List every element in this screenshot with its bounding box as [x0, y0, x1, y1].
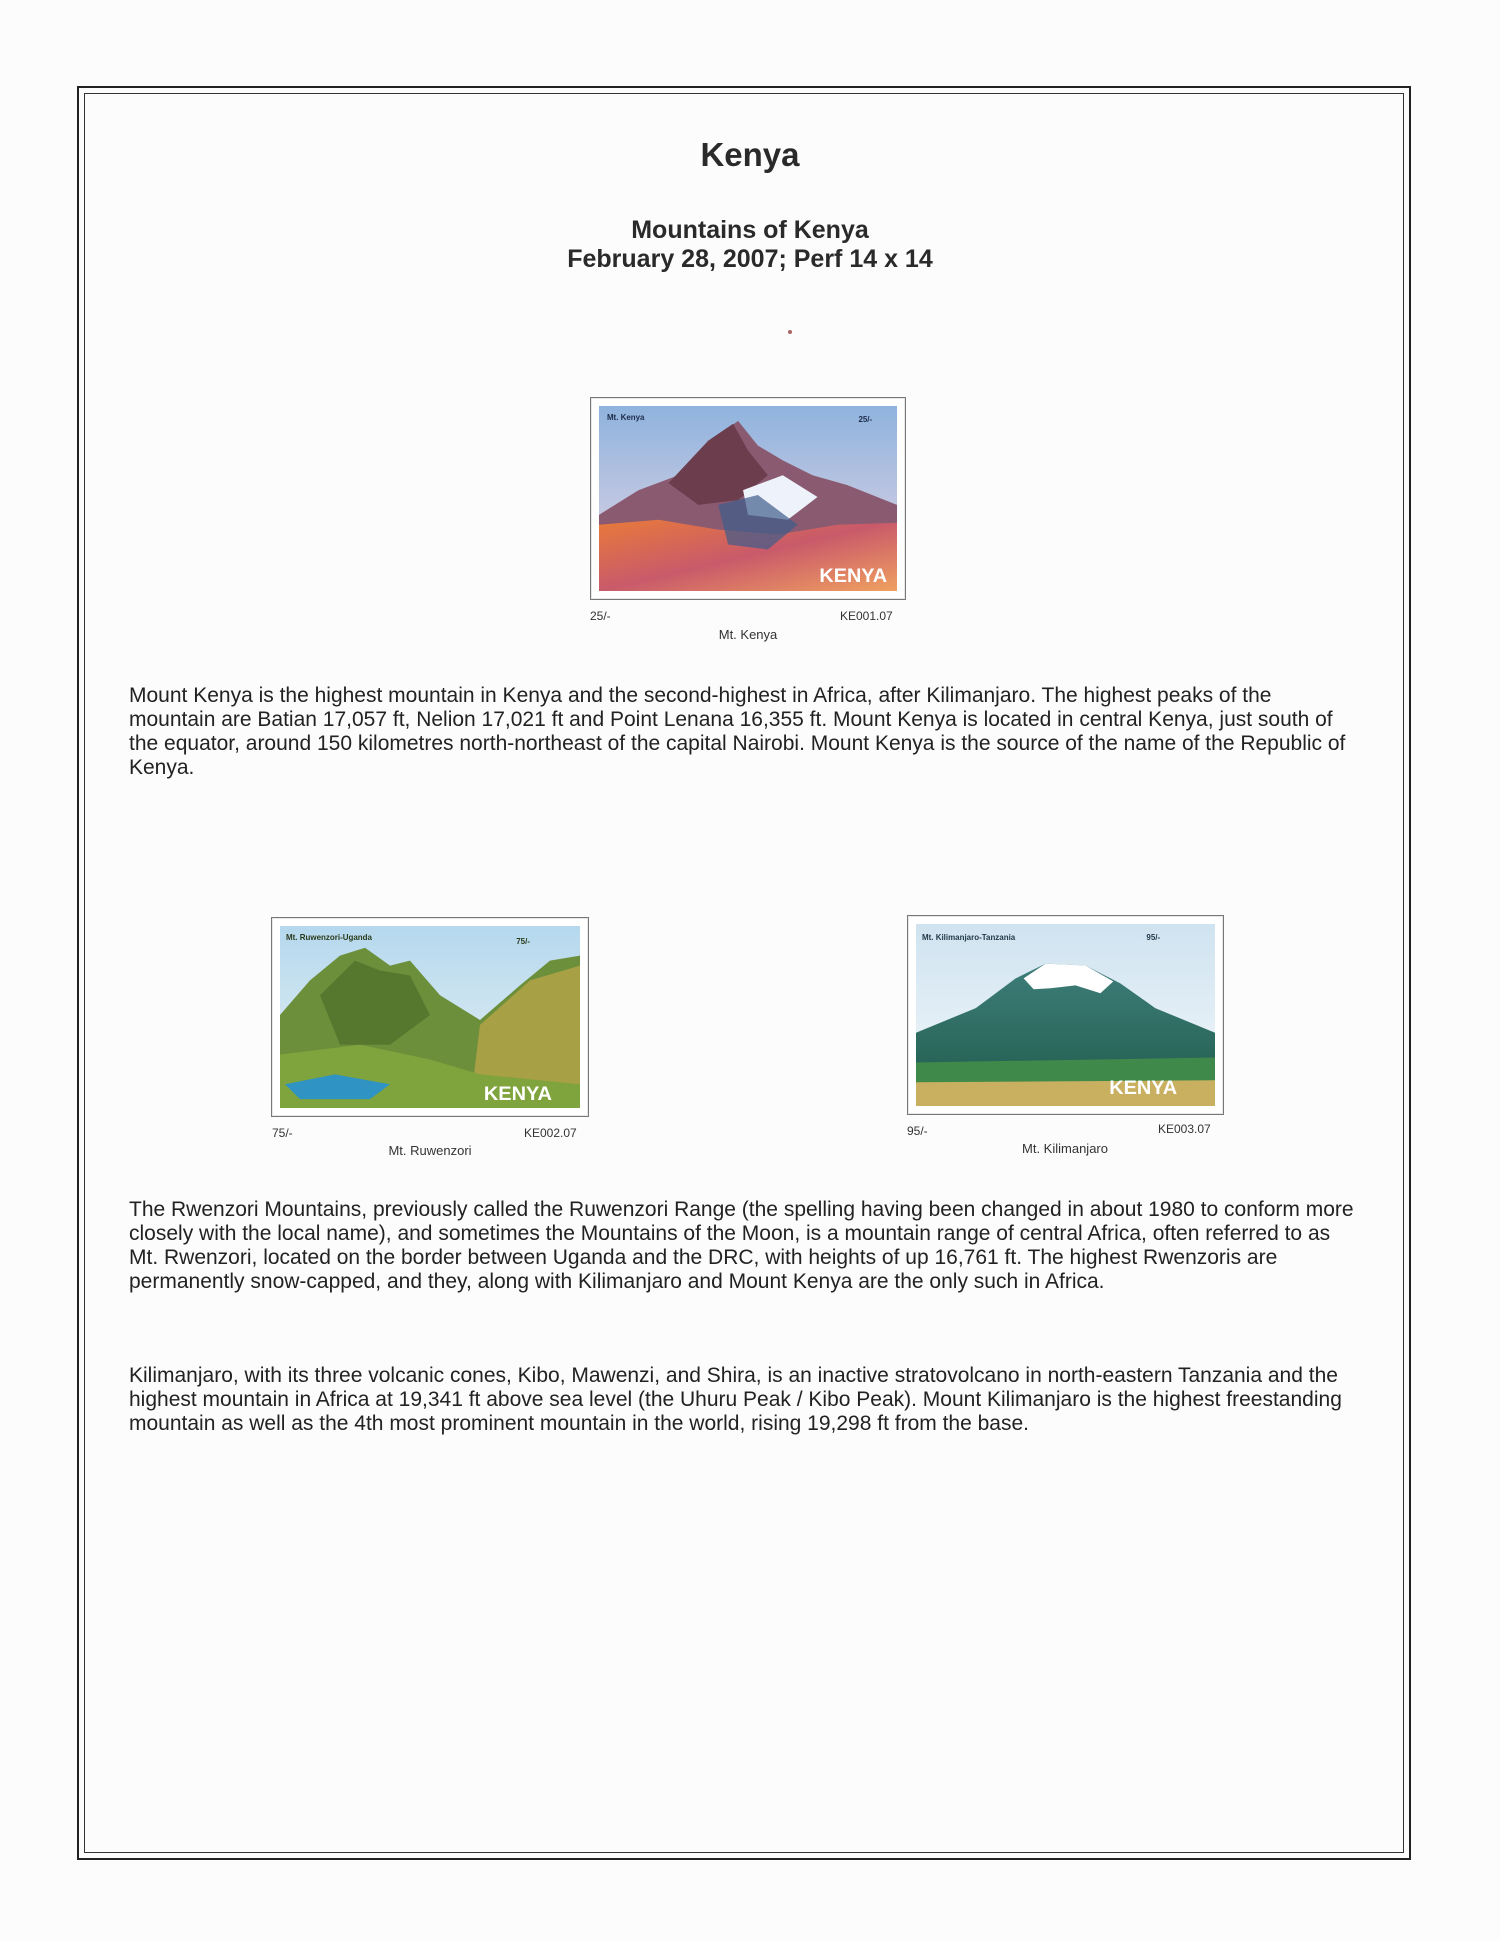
stamp-value-caption: 75/- — [272, 1126, 293, 1140]
stamp-mt-kenya-artwork — [599, 406, 897, 591]
page-title: Kenya — [700, 136, 800, 173]
stamp-title: Mt. Kilimanjaro-Tanzania — [921, 932, 1016, 942]
stamp-title: Mt. Kenya — [606, 412, 645, 422]
stamp-title: Mt. Ruwenzori-Uganda — [286, 932, 373, 942]
catalog-number: KE003.07 — [1158, 1122, 1211, 1136]
stamp-value: 75/- — [516, 936, 530, 946]
paragraph-rwenzori: The Rwenzori Mountains, previously called the Ruwenzori Range (the spelling having been changed in about 1980 to conform more closely with the local name), and sometimes the Mountains of the Moon, is a mountain range of central Africa, often referred to as Mt. Rwenzori, located on the border between Uganda and the DRC, with heights of up 16,761 ft. The highest Rwenzoris are permanently snow-capped, and they, along with Kilimanjaro and Mount Kenya are the only such in Africa. — [129, 1198, 1354, 1293]
issue-details: February 28, 2007; Perf 14 x 14 — [567, 245, 933, 273]
stamp-name-caption: Mt. Ruwenzori — [388, 1143, 472, 1158]
paragraph-kilimanjaro: Kilimanjaro, with its three volcanic cones, Kibo, Mawenzi, and Shira, is an inactive stratovolcano in north-eastern Tanzania and the highest mountain in Africa at 19,341 ft above sea level (the Uhuru Peak / Kibo Peak). Mount Kilimanjaro is the highest freestanding mountain as well as the 4th most prominent mountain in the world, rising 19,298 ft from the base. — [129, 1364, 1342, 1435]
stamp-country: KENYA — [483, 1083, 552, 1106]
paper-speck — [788, 330, 792, 334]
paragraph-mt-kenya: Mount Kenya is the highest mountain in Kenya and the second-highest in Africa, after Kilimanjaro. The highest peaks of the mountain are Batian 17,057 ft, Nelion 17,021 ft and Point Lenana 16,355 ft. Mount Kenya is located in central Kenya, just south of the equator, around 150 kilometres north-northeast of the capital Nairobi. Mount Kenya is the source of the name of the Republic of Kenya. — [129, 684, 1346, 779]
stamp-country: KENYA — [819, 565, 888, 588]
stamp-value-caption: 95/- — [907, 1124, 928, 1138]
stamp-mt-ruwenzori-artwork — [280, 926, 580, 1108]
issue-title: Mountains of Kenya — [631, 216, 869, 244]
catalog-number: KE002.07 — [524, 1126, 577, 1140]
stamp-mt-kenya — [590, 397, 906, 600]
stamp-value-caption: 25/- — [590, 609, 611, 623]
stamp-mt-kilimanjaro — [907, 915, 1224, 1115]
stamp-mt-ruwenzori — [271, 917, 589, 1117]
catalog-number: KE001.07 — [840, 609, 893, 623]
stamp-country: KENYA — [1109, 1077, 1178, 1100]
stamp-value: 95/- — [1146, 932, 1161, 942]
issue-header — [0, 216, 1500, 274]
stamp-mt-kilimanjaro-artwork — [916, 924, 1215, 1106]
stamp-value: 25/- — [858, 414, 873, 424]
stamp-name-caption: Mt. Kilimanjaro — [1022, 1141, 1108, 1156]
stamp-name-caption: Mt. Kenya — [718, 627, 778, 642]
